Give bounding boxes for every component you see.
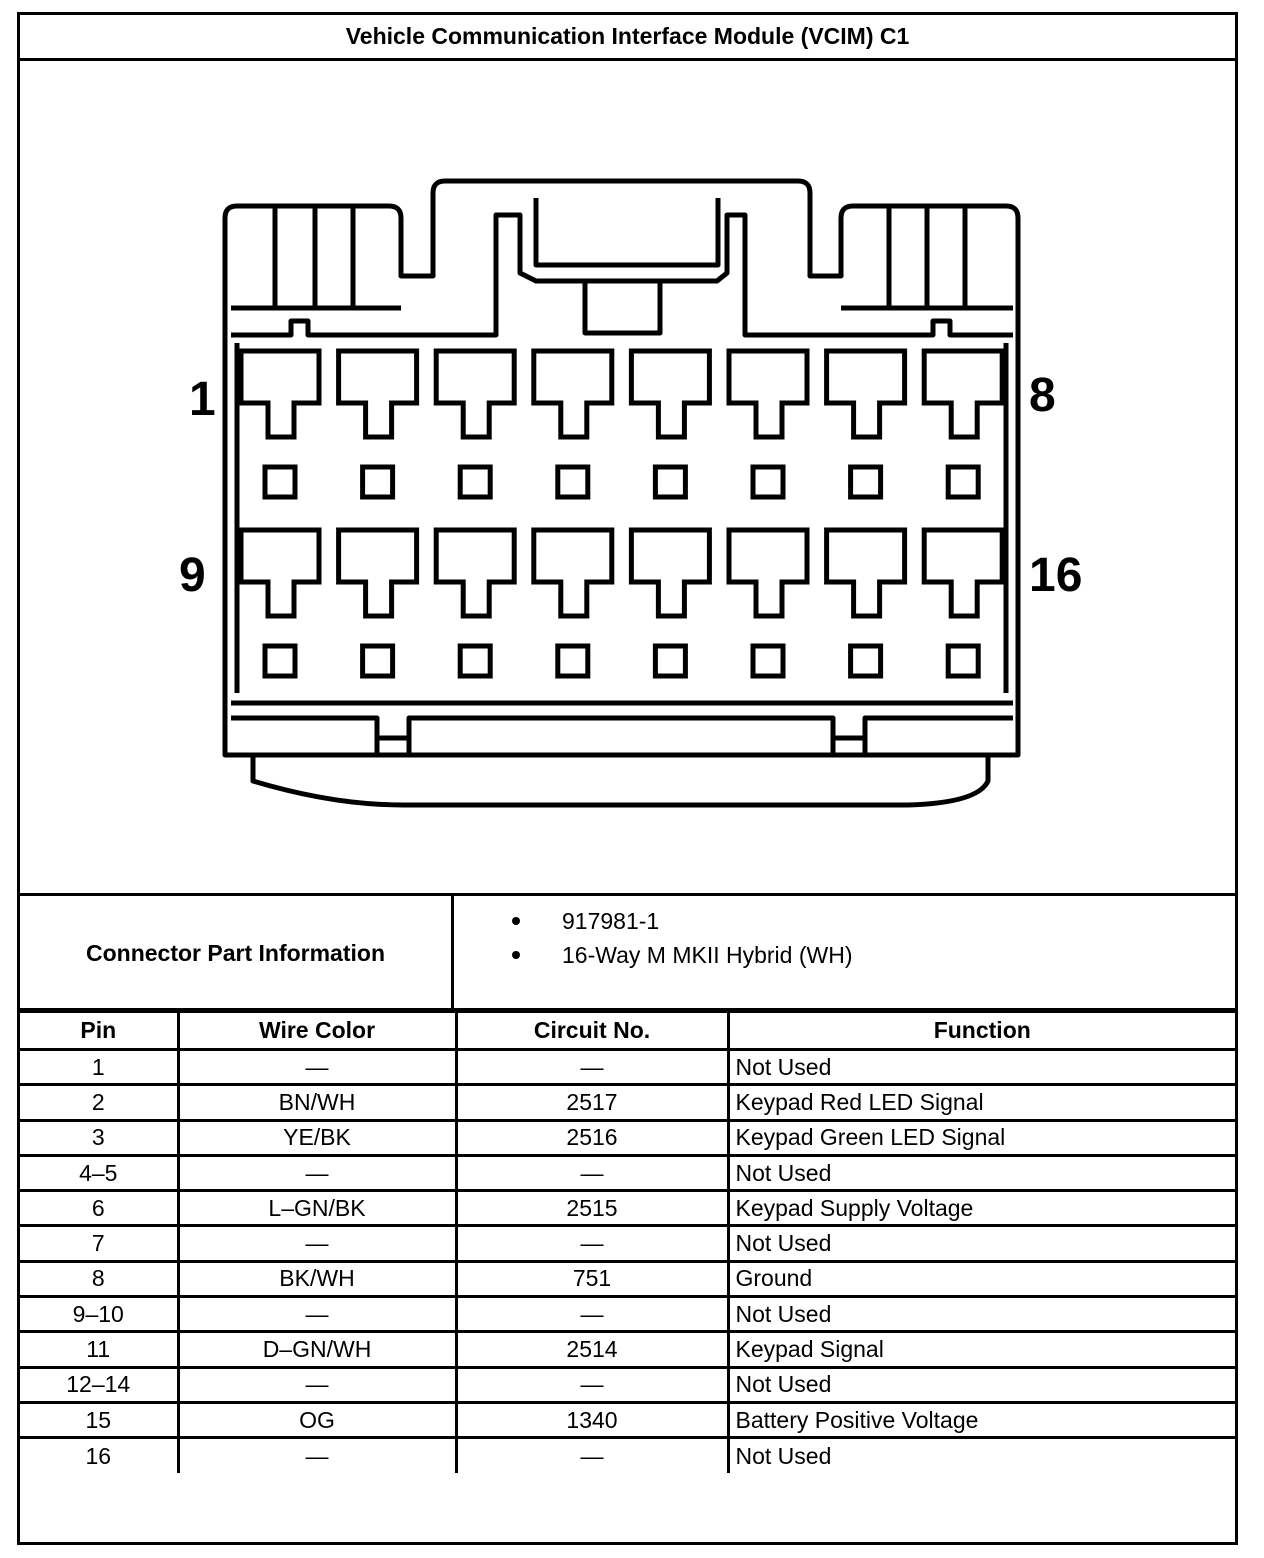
terminal-lock-window xyxy=(851,467,881,497)
table-row xyxy=(20,1438,1235,1473)
cell-pin: 4–5 xyxy=(20,1155,178,1190)
cell-wire-color: — xyxy=(178,1226,456,1261)
page-title: Vehicle Communication Interface Module (VCIM) C1 xyxy=(20,15,1235,61)
table-row xyxy=(20,1226,1235,1261)
pin-label-1: 1 xyxy=(189,373,216,426)
cell-circuit: 1340 xyxy=(456,1402,728,1437)
terminal-cavity xyxy=(631,351,709,437)
terminal-cavity xyxy=(534,530,612,616)
table-row xyxy=(20,1367,1235,1402)
terminal-cavity xyxy=(339,351,417,437)
terminal-lock-window xyxy=(948,646,978,676)
cell-circuit: 2515 xyxy=(456,1191,728,1226)
cell-wire-color: — xyxy=(178,1050,456,1085)
cell-function: Not Used xyxy=(728,1050,1235,1085)
cell-function: Not Used xyxy=(728,1226,1235,1261)
terminal-cavity xyxy=(241,351,319,437)
connector-face-drawing xyxy=(3,3,1264,903)
cell-pin: 1 xyxy=(20,1050,178,1085)
cell-pin: 16 xyxy=(20,1438,178,1473)
connector-info-item: 917981-1 xyxy=(454,904,853,938)
cell-wire-color: OG xyxy=(178,1402,456,1437)
cell-function: Not Used xyxy=(728,1367,1235,1402)
table-row xyxy=(20,1402,1235,1437)
cell-function: Not Used xyxy=(728,1438,1235,1473)
bottom-rail xyxy=(231,703,1013,755)
terminal-lock-window xyxy=(265,467,295,497)
cell-circuit: — xyxy=(456,1226,728,1261)
cell-wire-color: — xyxy=(178,1297,456,1332)
terminal-cavity xyxy=(924,351,1002,437)
pin-label-16: 16 xyxy=(1029,549,1083,602)
table-header-row xyxy=(20,1012,1235,1050)
cell-pin: 12–14 xyxy=(20,1367,178,1402)
cell-wire-color: BK/WH xyxy=(178,1261,456,1296)
table-row xyxy=(20,1050,1235,1085)
connector-info-list xyxy=(454,904,853,972)
terminal-lock-window xyxy=(655,467,685,497)
terminal-lock-window xyxy=(558,467,588,497)
latch-band xyxy=(231,215,1013,335)
cell-circuit: 751 xyxy=(456,1261,728,1296)
header-circuit: Circuit No. xyxy=(456,1012,728,1050)
header-pin: Pin xyxy=(20,1012,178,1050)
table-row xyxy=(20,1085,1235,1120)
terminal-cavity xyxy=(534,351,612,437)
header-function: Function xyxy=(728,1012,1235,1050)
cell-pin: 6 xyxy=(20,1191,178,1226)
terminal-cavity xyxy=(924,530,1002,616)
cell-function: Keypad Signal xyxy=(728,1332,1235,1367)
center-latch-tab xyxy=(585,281,660,333)
table-row xyxy=(20,1332,1235,1367)
cell-wire-color: L–GN/BK xyxy=(178,1191,456,1226)
terminal-cavity xyxy=(729,530,807,616)
terminal-lock-window xyxy=(753,646,783,676)
cell-wire-color: YE/BK xyxy=(178,1120,456,1155)
table-row xyxy=(20,1191,1235,1226)
cell-function: Battery Positive Voltage xyxy=(728,1402,1235,1437)
terminal-lock-window xyxy=(655,646,685,676)
terminal-lock-window xyxy=(363,646,393,676)
terminal-cavity xyxy=(729,351,807,437)
cell-circuit: 2516 xyxy=(456,1120,728,1155)
cell-pin: 3 xyxy=(20,1120,178,1155)
cell-circuit: 2517 xyxy=(456,1085,728,1120)
cell-wire-color: D–GN/WH xyxy=(178,1332,456,1367)
terminal-cavity xyxy=(631,530,709,616)
connector-info-item: 16-Way M MKII Hybrid (WH) xyxy=(454,938,853,972)
header-wire-color: Wire Color xyxy=(178,1012,456,1050)
terminal-cavity xyxy=(339,530,417,616)
cell-pin: 2 xyxy=(20,1085,178,1120)
terminal-cavity xyxy=(827,351,905,437)
terminal-lock-window xyxy=(460,467,490,497)
terminal-lock-window xyxy=(558,646,588,676)
terminal-lock-window xyxy=(363,467,393,497)
cell-circuit: — xyxy=(456,1297,728,1332)
document-frame xyxy=(17,12,1238,1545)
terminal-lock-window xyxy=(948,467,978,497)
cell-function: Keypad Supply Voltage xyxy=(728,1191,1235,1226)
cell-wire-color: — xyxy=(178,1367,456,1402)
terminal-lock-window xyxy=(851,646,881,676)
cell-function: Keypad Green LED Signal xyxy=(728,1120,1235,1155)
terminal-cavity xyxy=(436,530,514,616)
cell-pin: 9–10 xyxy=(20,1297,178,1332)
cell-circuit: 2514 xyxy=(456,1332,728,1367)
pinout-table xyxy=(20,1010,1235,1473)
terminal-lock-window xyxy=(265,646,295,676)
connector-info-label: Connector Part Information xyxy=(20,896,454,1008)
table-row xyxy=(20,1155,1235,1190)
housing-skirt xyxy=(253,755,988,805)
terminal-cavity xyxy=(436,351,514,437)
cell-wire-color: BN/WH xyxy=(178,1085,456,1120)
terminal-cavity xyxy=(827,530,905,616)
connector-part-info xyxy=(20,893,1235,1011)
pin-label-9: 9 xyxy=(179,549,206,602)
terminal-lock-window xyxy=(460,646,490,676)
cell-wire-color: — xyxy=(178,1438,456,1473)
table-row xyxy=(20,1297,1235,1332)
cell-function: Not Used xyxy=(728,1155,1235,1190)
cell-circuit: — xyxy=(456,1155,728,1190)
cell-pin: 7 xyxy=(20,1226,178,1261)
table-row xyxy=(20,1261,1235,1296)
cell-circuit: — xyxy=(456,1438,728,1473)
cell-circuit: — xyxy=(456,1367,728,1402)
terminal-cavity xyxy=(241,530,319,616)
connector-diagram xyxy=(20,61,1235,893)
cell-function: Not Used xyxy=(728,1297,1235,1332)
cell-function: Keypad Red LED Signal xyxy=(728,1085,1235,1120)
center-latch xyxy=(536,198,718,265)
cell-wire-color: — xyxy=(178,1155,456,1190)
cell-function: Ground xyxy=(728,1261,1235,1296)
table-row xyxy=(20,1120,1235,1155)
cell-pin: 11 xyxy=(20,1332,178,1367)
cell-pin: 8 xyxy=(20,1261,178,1296)
pin-label-8: 8 xyxy=(1029,369,1056,422)
cell-circuit: — xyxy=(456,1050,728,1085)
terminal-lock-window xyxy=(753,467,783,497)
cell-pin: 15 xyxy=(20,1402,178,1437)
